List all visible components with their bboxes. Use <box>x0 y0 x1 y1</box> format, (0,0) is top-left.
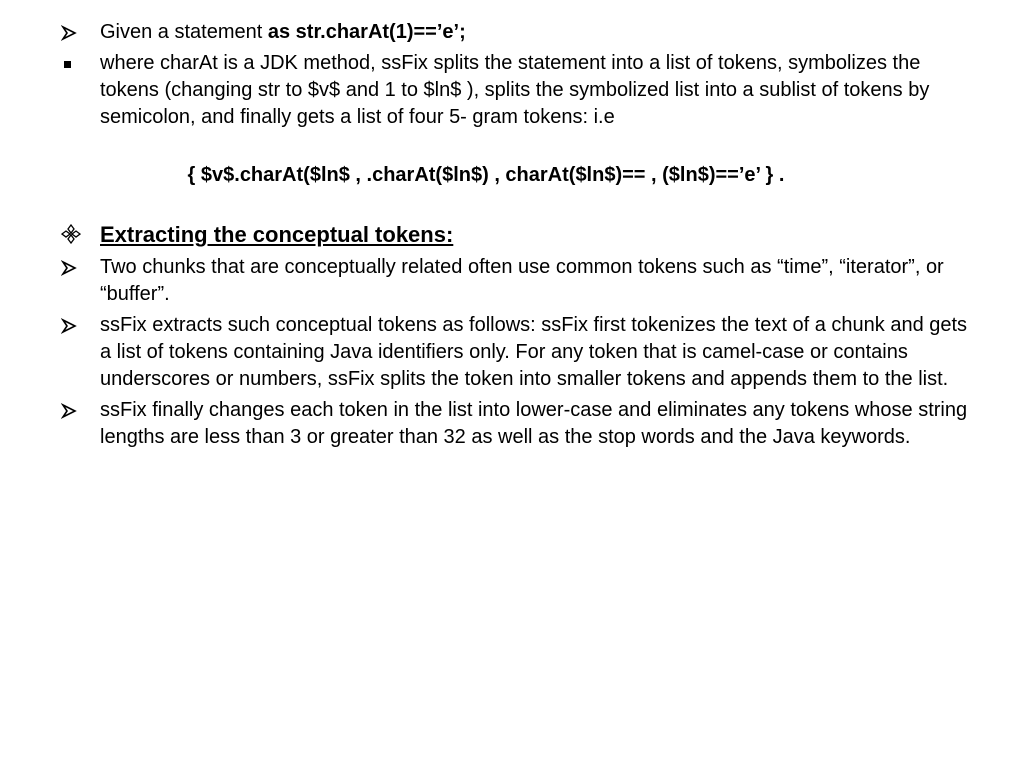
bullet-text: Given a statement <box>100 21 268 43</box>
arrowhead-bullet-icon <box>61 312 85 339</box>
square-bullet-icon <box>61 50 85 77</box>
section-heading-row <box>0 220 1024 250</box>
arrowhead-bullet-icon <box>61 19 85 46</box>
bullet-code-text: as str.charAt(1)==’e’; <box>267 21 466 43</box>
arrowhead-bullet-icon <box>61 254 85 281</box>
token-list-line: { $v$.charAt($ln$ , .charAt($ln$) , charAt($ln$)== , ($ln$)==’e’ } . <box>187 164 785 186</box>
bullet-conceptual-chunks <box>0 254 1024 308</box>
section-heading: Extracting the conceptual tokens: <box>100 222 454 247</box>
bullet-text: where charAt is a JDK method, ssFix splits the statement into a list of tokens, symbolizes the tokens (changing str to $v$ and 1 to $ln$ ), splits the symbolized list into a sublist of tokens by semicolon, and finally gets a list of four 5- gram tokens: i.e <box>100 52 930 128</box>
bullet-text: ssFix extracts such conceptual tokens as follows: ssFix first tokenizes the text of a chunk and gets a list of tokens containing Java identifiers only. For any token that is camel-case or contains underscores or numbers, ssFix splits the token into smaller tokens and appends them to the list. <box>100 314 968 390</box>
arrowhead-bullet-icon <box>61 397 85 424</box>
bullet-charat-description <box>0 50 1024 131</box>
bullet-extraction-process <box>0 312 1024 393</box>
bullet-text: Two chunks that are conceptually related often use common tokens such as “time”, “iterator”, or “buffer”. <box>100 256 944 305</box>
bullet-text: ssFix finally changes each token in the list into lower-case and eliminates any tokens whose string lengths are less than 3 or greater than 32 as well as the stop words and the Java keywords. <box>100 399 968 448</box>
bullet-lowercase-filter <box>0 397 1024 451</box>
bullet-given-statement <box>0 19 1024 46</box>
diamond-cluster-bullet-icon <box>61 220 85 247</box>
